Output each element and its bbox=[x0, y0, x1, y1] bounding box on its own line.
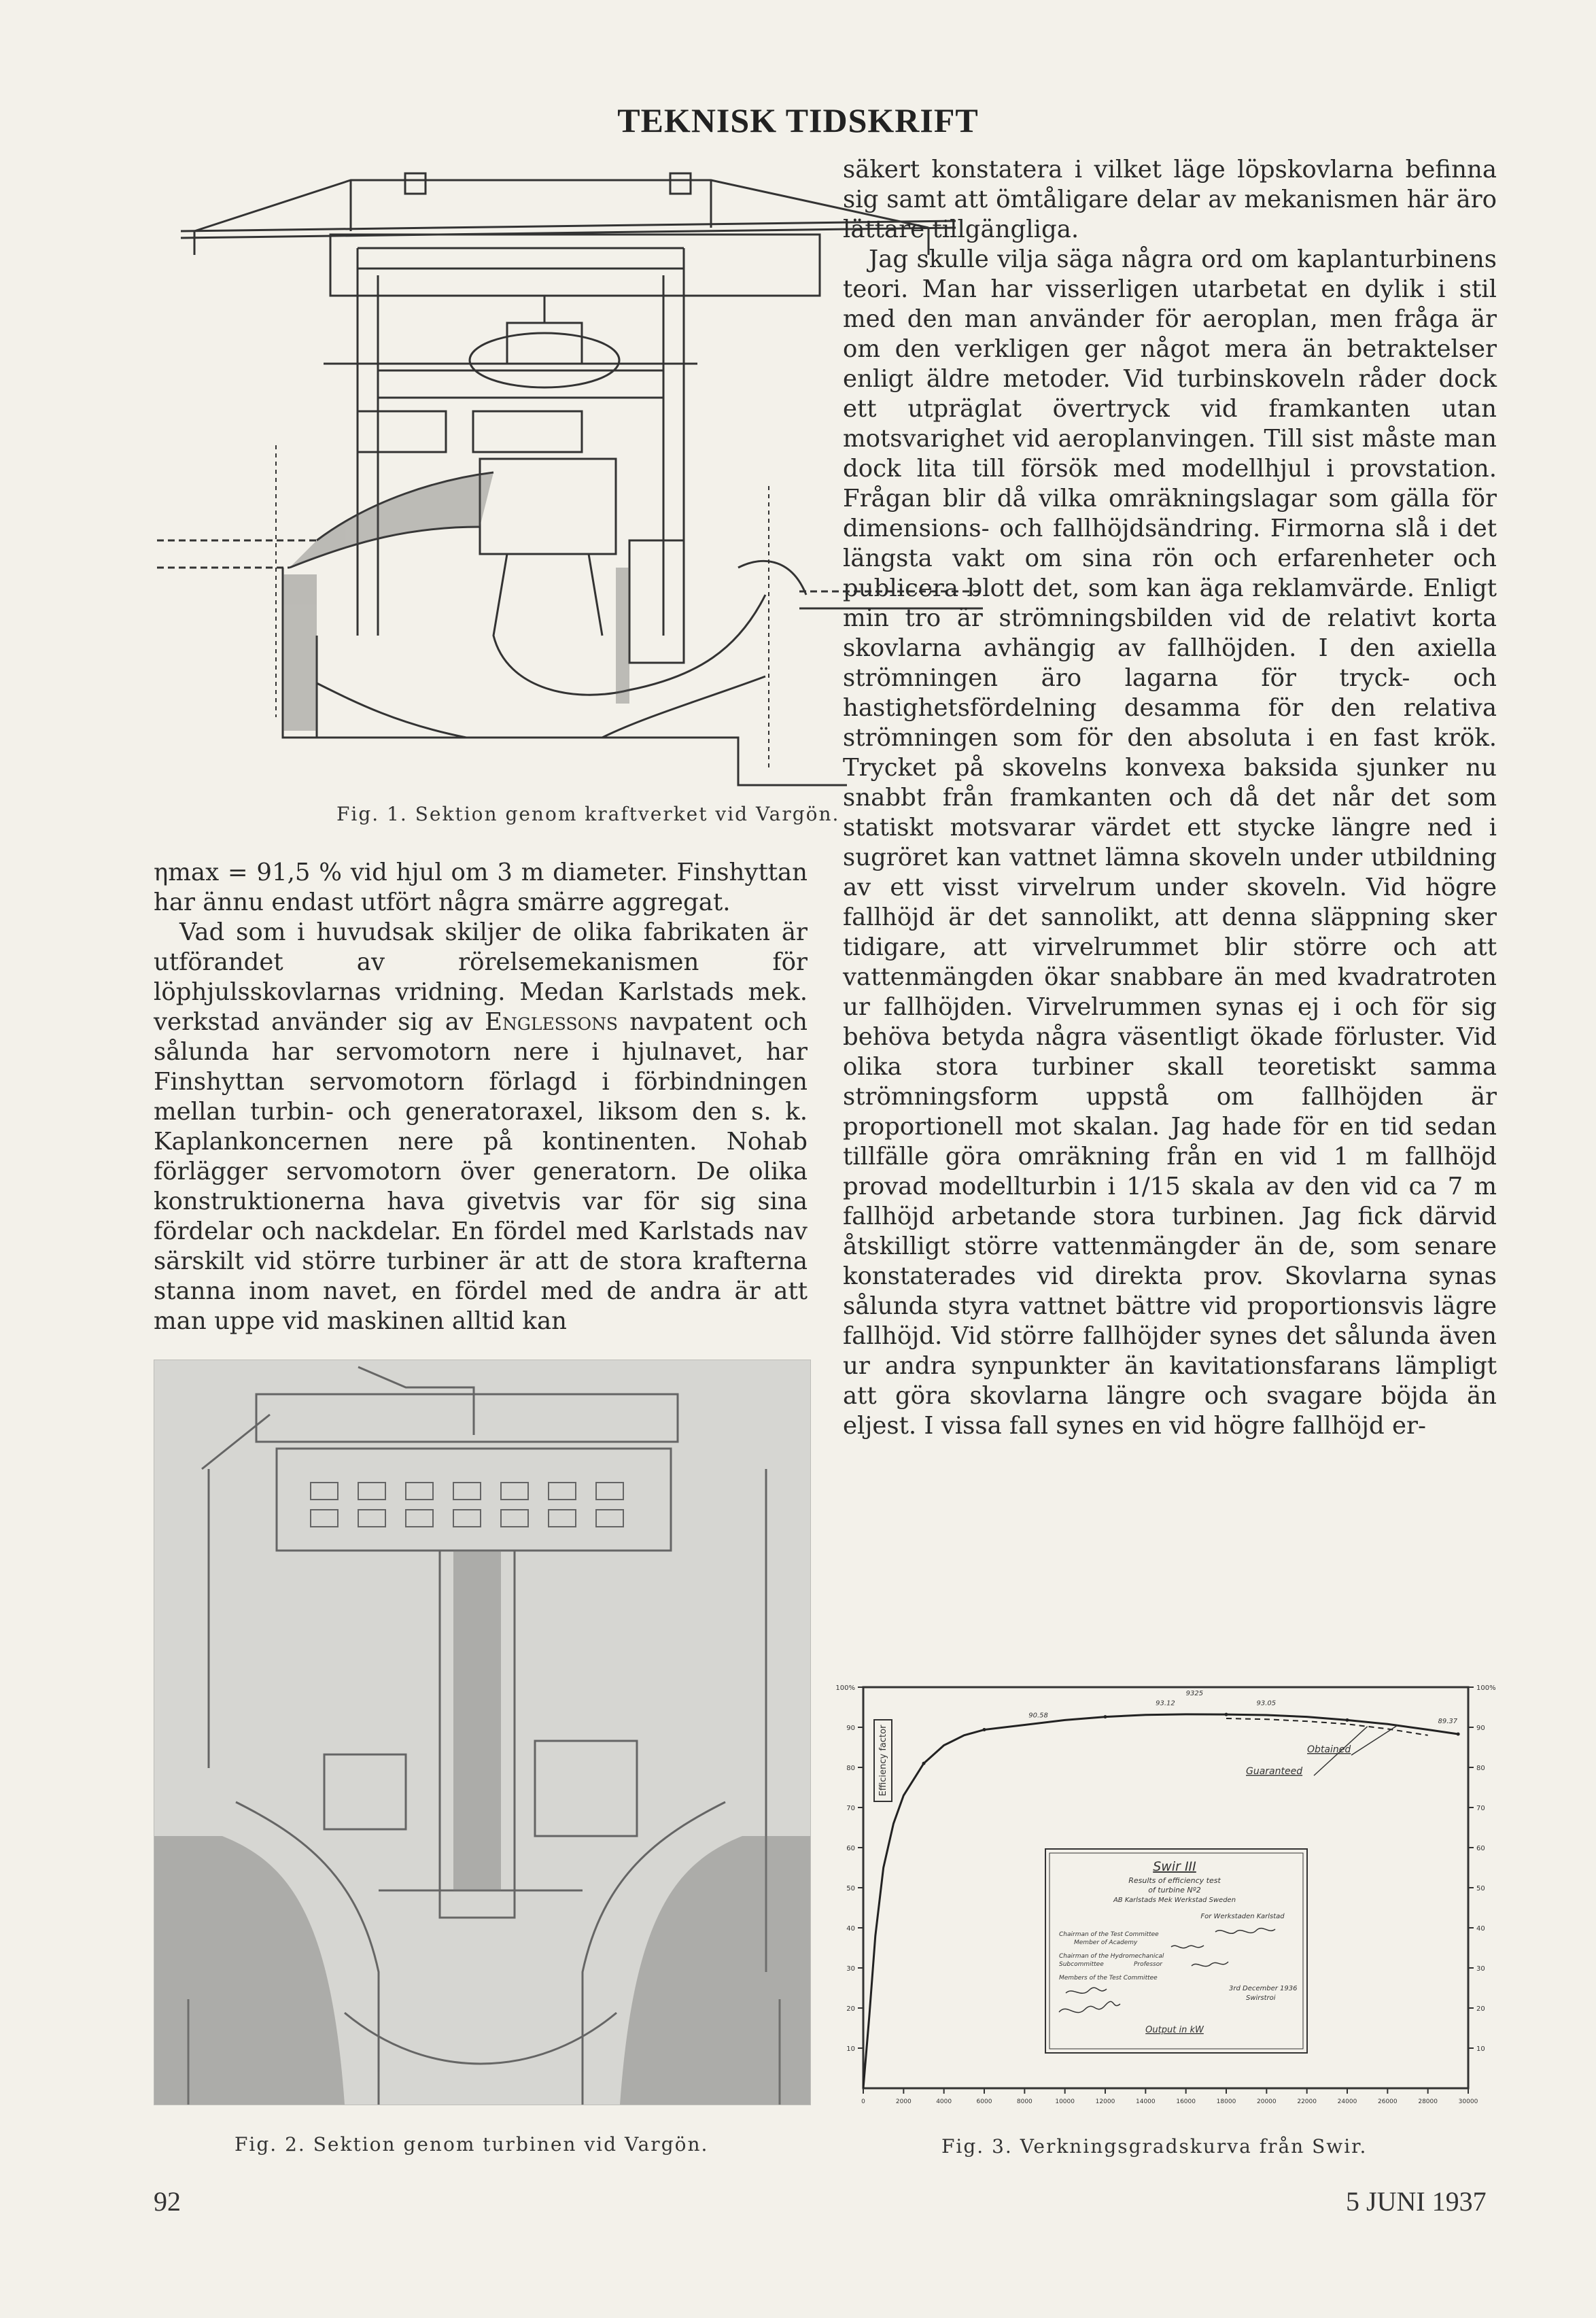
chart-subtitle-9: Professor bbox=[1134, 1961, 1162, 1968]
x-tick-label: 16000 bbox=[1176, 2098, 1196, 2105]
left-column-text bbox=[154, 858, 808, 1336]
x-tick-label: 14000 bbox=[1136, 2098, 1156, 2105]
y-tick-label: 80 bbox=[846, 1765, 855, 1772]
y-tick-label-right: 50 bbox=[1476, 1885, 1485, 1892]
left-paragraph-2-part-c: navpatent och sålunda har servomotorn nere i hjulnavet, har Finshyttan servomotorn förlagd i förbindningen mellan turbin- och generatoraxel, liksom den s. k. Kaplankoncernen nere på kontinenten. Nohab förlägger servomotorn över generatorn. De olika konstruktionerna hava givetvis var för sig sina fördelar och nackdelar. En fördel med Karlstads nav särskilt vid större turbiner är att de stora krafterna stanna inom navet, en fördel med de andra är att man uppe vid maskinen alltid kan bbox=[154, 1008, 808, 1335]
data-point bbox=[1457, 1733, 1460, 1736]
y-tick-label-right: 60 bbox=[1476, 1845, 1485, 1852]
left-paragraph-2 bbox=[154, 918, 808, 1336]
y-tick-label-right: 90 bbox=[1476, 1725, 1485, 1732]
x-tick-label: 8000 bbox=[1016, 2098, 1033, 2105]
figure-3-efficiency-chart bbox=[835, 1679, 1514, 2107]
y-tick-label: 70 bbox=[846, 1805, 855, 1812]
chart-subtitle-10: Members of the Test Committee bbox=[1059, 1975, 1158, 1982]
x-tick-label: 28000 bbox=[1418, 2098, 1438, 2105]
chart-annotation: 93.05 bbox=[1256, 1699, 1277, 1708]
y-tick-label: 90 bbox=[846, 1725, 855, 1732]
figure-3-caption: Fig. 3. Verkningsgradskurva från Swir. bbox=[941, 2135, 1368, 2158]
right-column-text bbox=[843, 155, 1497, 1441]
y-tick-label: 30 bbox=[846, 1965, 855, 1973]
legend-leader-obtained bbox=[1351, 1725, 1398, 1755]
series-line-guaranteed bbox=[1226, 1718, 1428, 1735]
figure-2-caption: Fig. 2. Sektion genom turbinen vid Vargön. bbox=[235, 2133, 709, 2156]
y-tick-label: 50 bbox=[846, 1885, 855, 1892]
chart-subtitle-5: Chairman of the Test Committee bbox=[1059, 1931, 1159, 1938]
chart-annotation: 89.37 bbox=[1438, 1718, 1458, 1726]
chart-ylabel: Efficiency factor bbox=[878, 1725, 888, 1797]
chart-title: Swir III bbox=[1153, 1859, 1196, 1874]
y-tick-label-right: 30 bbox=[1476, 1965, 1485, 1973]
x-tick-label: 12000 bbox=[1095, 2098, 1115, 2105]
data-point bbox=[1346, 1718, 1349, 1722]
x-tick-label: 30000 bbox=[1458, 2098, 1478, 2105]
chart-subtitle-6: Member of Academy bbox=[1074, 1939, 1138, 1946]
right-paragraph-2: Jag skulle vilja säga några ord om kaplanturbinens teori. Man har visserligen utarbetat en dylik i stil med den man använder för aeroplan, men fråga är om den verkligen ger något mera än betraktelser enligt äldre metoder. Vid turbinskoveln råder dock ett utpräglat övertryck vid framkanten utan motsvarighet vid aeroplanvingen. Till sist måste man dock lita till försök med modellhjul i provstation. Frågan blir då vilka omräkningslagar som gälla för dimensions- och fallhöjdsändring. Firmorna slå i det längsta vakt om sina rön och erfarenheter och publicera blott det, som kan äga reklamvärde. Enligt min tro är strömningsbilden vid de relativt korta skovlarna avhängig av fallhöjden. I den axiella strömningen äro lagarna för tryck- och hastighetsfördelning desamma för den relativa strömningen som för den absoluta i en fast krök. Trycket på skovelns konvexa baksida sjunker nu snabbt från framkanten och då det når det som statiskt motsvarar värdet ett stycke längre ned i sugröret kan vattnet lämna skoveln under utbildning av ett visst virvelrum under skoveln. Vid högre fallhöjd är det sannolikt, att denna släppning sker tidigare, att virvelrummet blir större och att vattenmängden ökar snabbare än med kvadratroten ur fallhöjden. Virvelrummen synas ej i och för sig behöva betyda några väsentligt ökade förluster. Vid olika stora turbiner skall teoretiskt samma strömningsform uppstå om fallhöjden är proportionell mot skalan. Jag hade för en tid sedan tillfälle göra omräkning från en vid 1 m fallhöjd provad modellturbin i 1/15 skala av den vid ca 7 m fallhöjd arbetande stora turbinen. Jag fick därvid åtskilligt större vattenmängder än de, som senare konstaterades vid direkta prov. Skovlarna synas sålunda styra vattnet bättre vid proportionsvis lägre fallhöjd. Vid större fallhöjder synes det sålunda även ur andra synpunkter än kavitationsfarans lämpligt att göra skovlarna längre och svagare böjda än eljest. I vissa fall synes en vid högre fallhöjd er- bbox=[843, 245, 1497, 1440]
left-paragraph-2-part-a: Vad som i huvudsak skiljer de olika fabrikaten är utförandet av rörelsemekanismen för löphjulsskovlarnas vridning. Medan Karlstads mek. verkstad använder sig av bbox=[154, 918, 808, 1036]
x-tick-label: 26000 bbox=[1378, 2098, 1398, 2105]
chart-annotation: 90.58 bbox=[1028, 1712, 1048, 1720]
chart-subtitle-7: Chairman of the Hydromechanical bbox=[1059, 1953, 1164, 1960]
data-point bbox=[922, 1762, 926, 1765]
y-tick-label: 40 bbox=[846, 1925, 855, 1933]
x-tick-label: 10000 bbox=[1055, 2098, 1075, 2105]
efficiency-chart-svg bbox=[835, 1679, 1514, 2107]
figure-1-caption: Fig. 1. Sektion genom kraftverket vid Vargön. bbox=[336, 803, 840, 825]
chart-certificate-box bbox=[1045, 1849, 1307, 2053]
left-paragraph-1: ηmax = 91,5 % vid hjul om 3 m diameter. Finshyttan har ännu endast utfört några smärre aggregat. bbox=[154, 859, 808, 916]
data-point bbox=[1104, 1715, 1107, 1718]
y-tick-label-right: 40 bbox=[1476, 1925, 1485, 1933]
turbine-section-photo-svg bbox=[154, 1360, 810, 2105]
x-tick-label: 0 bbox=[861, 2098, 865, 2105]
y-tick-label-right: 70 bbox=[1476, 1805, 1485, 1812]
x-tick-label: 22000 bbox=[1297, 2098, 1317, 2105]
right-paragraph-1: säkert konstatera i vilket läge löpskovlarna befinna sig samt att ömtåligare delar av mekanismen här äro lättare tillgängliga. bbox=[843, 156, 1497, 243]
journal-title: TEKNISK TIDSKRIFT bbox=[617, 101, 979, 139]
chart-subtitle-12: Swirstroi bbox=[1246, 1994, 1276, 2002]
chart-subtitle-2: of turbine Nº2 bbox=[1148, 1886, 1201, 1895]
chart-xlabel: Output in kW bbox=[1145, 2025, 1204, 2035]
x-tick-label: 6000 bbox=[976, 2098, 992, 2105]
x-tick-label: 20000 bbox=[1257, 2098, 1277, 2105]
chart-subtitle-1: Results of efficiency test bbox=[1128, 1876, 1221, 1885]
legend-obtained: Obtained bbox=[1307, 1744, 1351, 1755]
author-name-englessons: Englessons bbox=[485, 1008, 619, 1036]
x-tick-label: 24000 bbox=[1337, 2098, 1357, 2105]
x-tick-label: 4000 bbox=[936, 2098, 952, 2105]
y-tick-label: 20 bbox=[846, 2005, 855, 2013]
chart-subtitle-8: Subcommittee bbox=[1059, 1961, 1104, 1968]
y-tick-label-right: 80 bbox=[1476, 1765, 1485, 1772]
data-point bbox=[1225, 1713, 1228, 1716]
y-tick-label: 60 bbox=[846, 1845, 855, 1852]
figure-2-photo bbox=[154, 1360, 811, 2105]
x-tick-label: 18000 bbox=[1216, 2098, 1236, 2105]
data-point bbox=[983, 1728, 986, 1731]
issue-date: 5 JUNI 1937 bbox=[1346, 2186, 1487, 2217]
y-tick-label-right: 100% bbox=[1476, 1684, 1496, 1692]
y-tick-label: 10 bbox=[846, 2045, 855, 2053]
chart-annotation: 9325 bbox=[1185, 1689, 1204, 1697]
legend-guaranteed: Guaranteed bbox=[1246, 1766, 1303, 1777]
chart-annotation: 93.12 bbox=[1156, 1699, 1175, 1708]
y-tick-label-right: 20 bbox=[1476, 2005, 1485, 2013]
chart-subtitle-3: AB Karlstads Mek Werkstad Sweden bbox=[1113, 1897, 1236, 1904]
x-tick-label: 2000 bbox=[895, 2098, 912, 2105]
chart-subtitle-4: For Werkstaden Karlstad bbox=[1200, 1913, 1285, 1920]
y-tick-label-right: 10 bbox=[1476, 2045, 1485, 2053]
chart-subtitle-11: 3rd December 1936 bbox=[1229, 1985, 1298, 1992]
page-number: 92 bbox=[154, 2186, 181, 2217]
y-tick-label: 100% bbox=[835, 1684, 855, 1692]
